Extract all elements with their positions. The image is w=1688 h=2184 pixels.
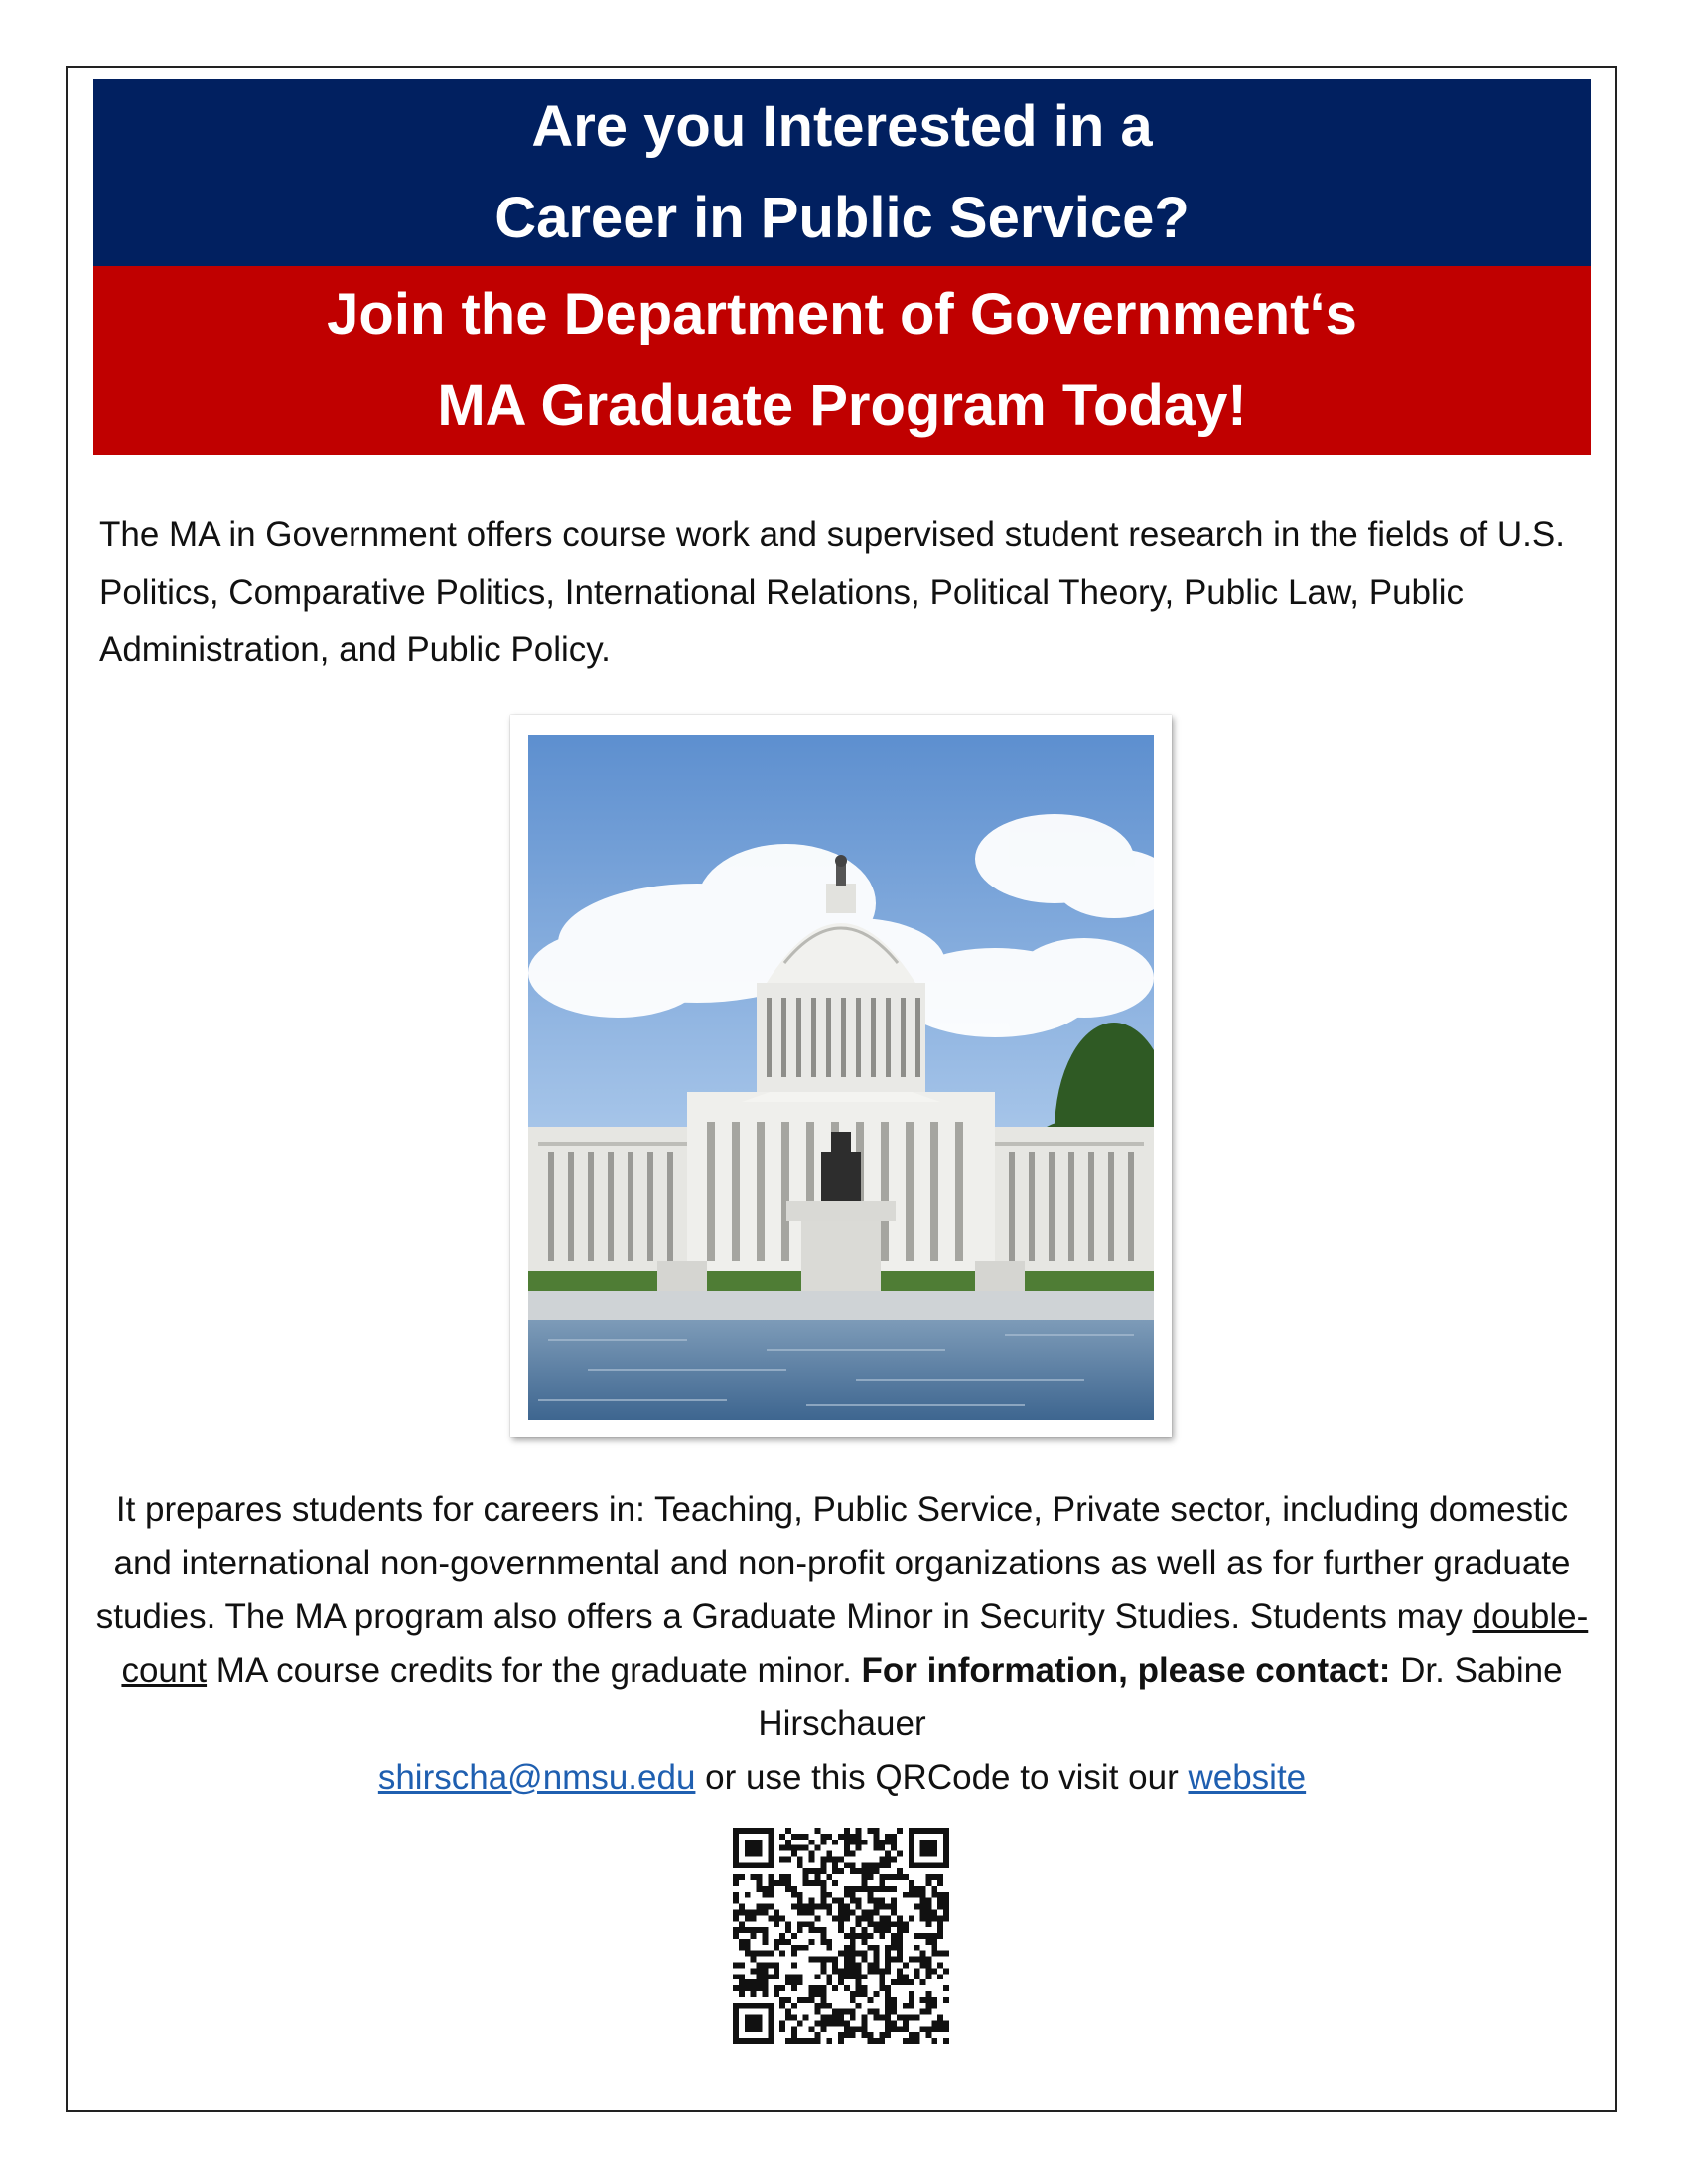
header-line-2: Career in Public Service? [494,186,1190,250]
body-text-part2: MA course credits for the graduate minor. [207,1651,862,1690]
body-paragraph [93,1483,1591,1805]
email-link[interactable]: shirscha@nmsu.edu [377,1758,696,1797]
contact-label: For information, please contact: [861,1651,1391,1690]
header-line-1: Are you Interested in a [531,94,1153,159]
intro-paragraph: The MA in Government offers course work and supervised student research in the fields of U.S. Politics, Comparative Politics, International Relations, Political Theory, Public Law, Public Administration, and Public Policy. [99,515,1565,669]
header-banner-blue [93,79,1591,266]
capitol-photo-frame [510,715,1172,1437]
contact-name: Dr. Sabine Hirschauer [758,1651,1563,1743]
header-line-4: MA Graduate Program Today! [437,373,1247,438]
header-banner-red [93,266,1591,455]
body-text-part1: It prepares students for careers in: Teaching, Public Service, Private sector, including domestic and international non-governmental and non-profit organizations as well as for further graduate studies. The MA program also offers a Graduate Minor in Security Studies. Students may [95,1490,1571,1636]
us-capitol-photo [528,735,1154,1420]
header-line-3: Join the Department of Government‘s [327,282,1357,346]
qr-code-icon[interactable] [733,1828,949,2044]
website-link[interactable]: website [1188,1758,1307,1797]
qr-instruction-text: or use this QRCode to visit our [695,1758,1189,1797]
double-count-emphasis: double-count [121,1597,1589,1690]
